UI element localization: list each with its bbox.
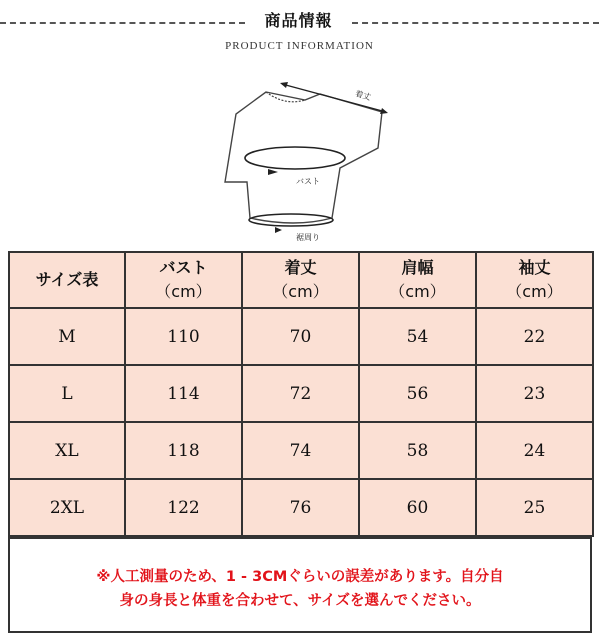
cell-length: 70 [242,308,359,365]
header-divider-right [352,22,599,24]
bust-pointer [268,169,278,175]
table-row [9,422,593,479]
header-divider-left [0,22,245,24]
cell-length: 72 [242,365,359,422]
table-row [9,365,593,422]
note-line-2: 身の身長と体重を合わせて、サイズを選んでください。 [119,593,481,609]
cell-shoulder: 60 [359,479,476,536]
garment-diagram [200,72,410,244]
header-length: 着丈 （cm） [242,252,359,308]
table-header-row [9,252,593,308]
cell-size: L [9,365,125,422]
cell-sleeve: 25 [476,479,593,536]
cell-shoulder: 58 [359,422,476,479]
header-size: サイズ表 [9,252,125,308]
section-header [0,8,599,58]
cell-size: 2XL [9,479,125,536]
cell-sleeve: 24 [476,422,593,479]
table-row [9,479,593,536]
shirt-illustration [200,72,410,244]
header-bust: バスト （cm） [125,252,242,308]
section-subtitle: PRODUCT INFORMATION [225,40,374,52]
cell-bust: 114 [125,365,242,422]
shirt-outline [225,92,382,223]
length-label: 着丈 [354,88,372,103]
length-arrow-head-left [280,82,288,88]
size-table [8,251,594,537]
cell-sleeve: 22 [476,308,593,365]
bust-label: バスト [296,177,320,186]
bust-ellipse [245,147,345,169]
cell-sleeve: 23 [476,365,593,422]
note-text [10,565,590,613]
cell-shoulder: 54 [359,308,476,365]
header-shoulder: 肩幅 （cm） [359,252,476,308]
length-arrow-head-right [380,108,388,114]
cell-bust: 118 [125,422,242,479]
cell-size: M [9,308,125,365]
hem-pointer [275,227,282,233]
cell-shoulder: 56 [359,365,476,422]
section-title: 商品情報 [264,11,333,30]
cell-bust: 110 [125,308,242,365]
cell-length: 76 [242,479,359,536]
table-row [9,308,593,365]
cell-length: 74 [242,422,359,479]
cell-size: XL [9,422,125,479]
cell-bust: 122 [125,479,242,536]
note-line-1: ※人工測量のため、1 - 3CMぐらいの誤差があります。自分自 [96,569,504,585]
hem-label: 裾周り [296,233,320,242]
measurement-note [8,537,592,633]
header-sleeve: 袖丈 （cm） [476,252,593,308]
